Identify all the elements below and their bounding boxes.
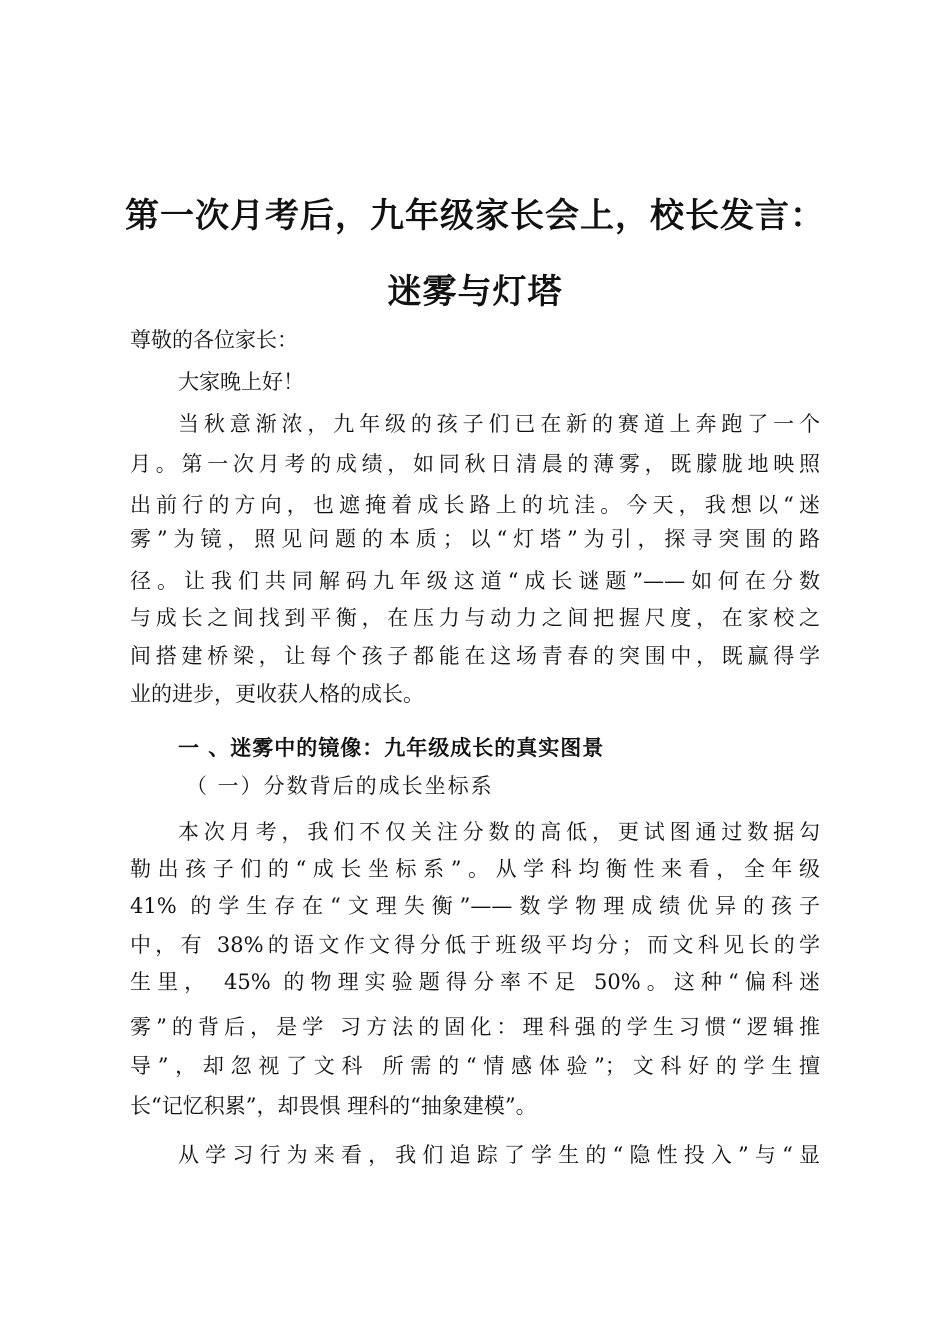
paragraph-line: 导”，却忽视了文科 所需的“情感体验”；文科好的学生擅 bbox=[130, 1054, 820, 1078]
intro-line: 间搭建桥梁，让每个孩子都能在这场青春的突围中，既赢得学 bbox=[130, 644, 820, 668]
intro-line: 与成长之间找到平衡，在压力与动力之间把握尺度，在家校之 bbox=[130, 606, 820, 630]
paragraph-line: 勒出孩子们的“成长坐标系”。从学科均衡性来看，全年级 bbox=[130, 857, 820, 881]
paragraph-line: 长“记忆积累”，却畏惧 理科的“抽象建模”。 bbox=[130, 1094, 537, 1118]
paragraph-line: 从学习行为来看，我们追踪了学生的“隐性投入”与“显 bbox=[178, 1143, 820, 1167]
salutation: 尊敬的各位家长： bbox=[130, 328, 298, 352]
paragraph-line: 雾”的背后，是学 习方法的固化：理科强的学生习惯“逻辑推 bbox=[130, 1015, 820, 1039]
intro-line: 业的进步，更收获人格的成长。 bbox=[130, 682, 424, 706]
intro-line: 径。让我们共同解码九年级这道“成长谜题”——如何在分数 bbox=[130, 569, 820, 593]
document-title-line-2: 迷雾与灯塔 bbox=[387, 272, 563, 312]
document-title-line-1: 第一次月考后，九年级家长会上，校长发言： bbox=[125, 196, 825, 236]
paragraph-line: 生里， 45% 的物理实验题得分率不足 50%。这种“偏科迷 bbox=[130, 970, 820, 994]
intro-line: 当秋意渐浓，九年级的孩子们已在新的赛道上奔跑了一个 bbox=[178, 412, 820, 436]
intro-line: 出前行的方向，也遮掩着成长路上的坑洼。今天，我想以“迷 bbox=[130, 493, 820, 517]
paragraph-line: 本次月考，我们不仅关注分数的高低，更试图通过数据勾 bbox=[178, 820, 820, 844]
subsection-heading: （ 一）分数背后的成长坐标系 bbox=[186, 774, 494, 798]
intro-line: 雾”为镜，照见问题的本质；以“灯塔”为引，探寻突围的路 bbox=[130, 527, 820, 551]
paragraph-line: 41% 的学生存在“文理失衡”——数学物理成绩优异的孩子 bbox=[130, 894, 820, 918]
intro-line: 月。第一次月考的成绩，如同秋日清晨的薄雾，既朦胧地映照 bbox=[130, 452, 820, 476]
greeting: 大家晚上好！ bbox=[178, 370, 304, 394]
paragraph-line: 中，有 38%的语文作文得分低于班级平均分；而文科见长的学 bbox=[130, 933, 820, 957]
section-heading: 一 、迷雾中的镜像：九年级成长的真实图景 bbox=[178, 736, 605, 760]
